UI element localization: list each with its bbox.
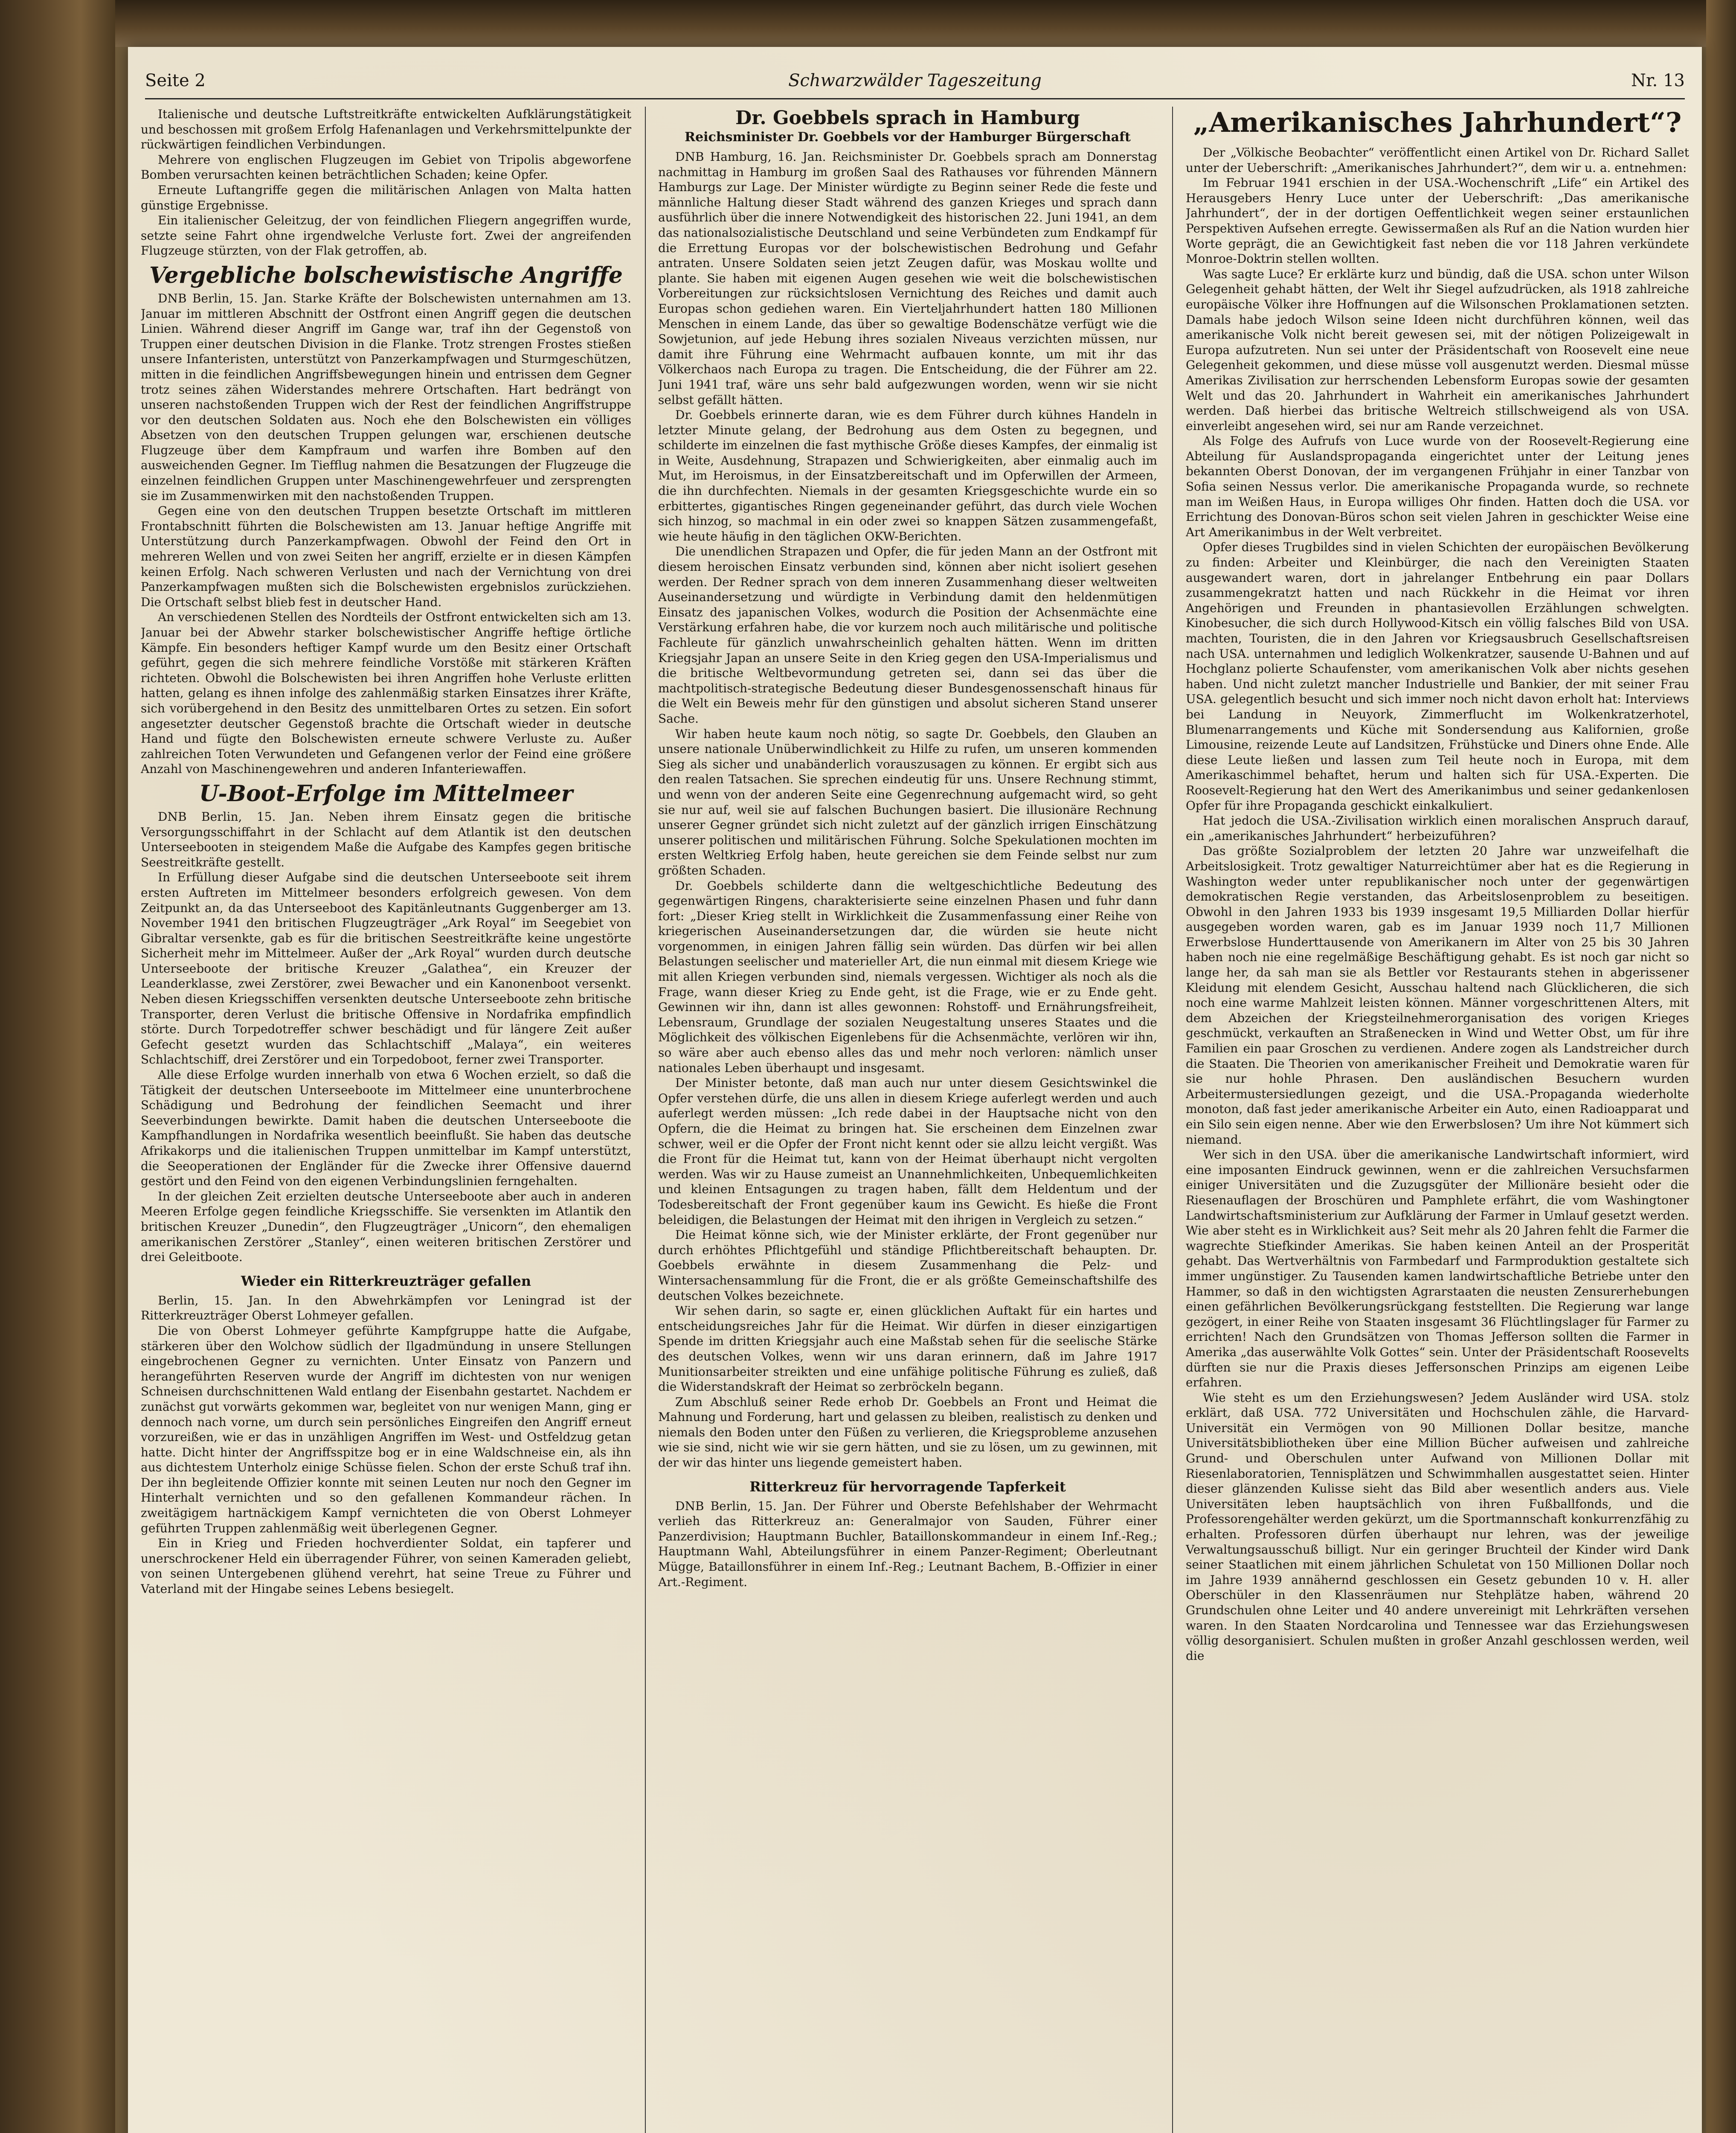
article-paragraph: DNB Berlin, 15. Jan. Neben ihrem Einsatz gegen die britische Versorgungsschiffahrt in der Schlacht auf dem Atlantik ist den deutschen Unterseebooten in steigendem Maße die Aufgabe des Kampfes gegen britische Seestreitkräfte gestellt.: [141, 809, 631, 869]
column-divider: [1172, 107, 1173, 2133]
article-paragraph: An verschiedenen Stellen des Nordteils der Ostfront entwickelten sich am 13. Januar bei der Abwehr starker bolschewistischer Angriffe heftige örtliche Kämpfe. Ein besonders heftiger Kampf wurde um den Besitz einer Ortschaft geführt, gegen die sich mehrere feindliche Vorstöße mit stärkeren Kräften richteten. Obwohl die Bolschewisten bei ihren Angriffen hohe Verluste erlitten hatten, gelang es ihnen infolge des zahlenmäßig starken Einsatzes ihrer Kräfte, sich vorübergehend in den Besitz des unmittelbaren Ortes zu setzen. Ein sofort angesetzter deutscher Gegenstoß brachte die Ortschaft wieder in deutsche Hand und fügte den Bolschewisten erneute schwere Verluste zu. Außer zahlreichen Toten Verwundeten und Gefangenen verlor der Feind eine größere Anzahl von Maschinengewehren und anderen Infanteriewaffen.: [141, 610, 631, 776]
article-paragraph: Wir sehen darin, so sagte er, einen glücklichen Auftakt für ein hartes und entscheidungsreiches Jahr für die Heimat. Wir dürfen in dieser einzigartigen Spende im dritten Kriegsjahr auch eine Maßstab sehen für die seelische Stärke des deutschen Volkes, wenn wir uns daran erinnern, daß im Jahre 1917 Munitionsarbeiter streikten und eine unfähige politische Führung es zuließ, daß die Widerstandskraft der Heimat so zerbröckeln begann.: [658, 1304, 1157, 1394]
article-paragraph: Der Minister betonte, daß man auch nur unter diesem Gesichtswinkel die Opfer verstehen dürfe, die uns allen in diesem Kriege auferlegt werden und auch auferlegt werden müssen: „Ich rede dabei in der Hauptsache nicht von den Opfern, die die Heimat zu bringen hat. Sie erscheinen dem Einzelnen zwar schwer, weil er die Opfer der Front nicht kennt oder sie allzu leicht vergißt. Was die Front für die Heimat tut, kann von der Heimat überhaupt nicht vergolten werden. Was wir zu Hause zumeist an Unannehmlichkeiten, Unbequemlichkeiten und kleinen Entsagungen zu tragen haben, fällt dem Heldentum und der Todesbereitschaft der Front gegenüber kaum ins Gewicht. Es hieße die Front beleidigen, die Belastungen der Heimat mit den ihrigen in Vergleich zu setzen.“: [658, 1076, 1157, 1227]
article-paragraph: Dr. Goebbels schilderte dann die weltgeschichtliche Bedeutung des gegenwärtigen Ringens, charakterisierte seine einzelnen Phasen und fuhr dann fort: „Dieser Krieg stellt in Wirklichkeit die Zusammenfassung einer Reihe von kriegerischen Auseinandersetzungen dar, die würden sie heute nicht vorgenommen, in einigen Jahren fällig sein würden. Das dürfen wir bei allen Belastungen seelischer und materieller Art, die nun einmal mit diesem Kriege wie mit allen Kriegen verbunden sind, niemals vergessen. Wichtiger als noch als die Frage, wann dieser Krieg zu Ende geht, ist die Frage, wie er zu Ende geht. Gewinnen wir ihn, dann ist alles gewonnen: Rohstoff- und Ernährungsfreiheit, Lebensraum, Grundlage der sozialen Neugestaltung unseres Staates und die Möglichkeit des völkischen Eigenlebens für die Achsenmächte, verlören wir ihn, so wäre aber auch ebenso alles das und mehr noch verloren: nämlich unser nationales Leben überhaupt und insgesamt.: [658, 878, 1157, 1075]
article-paragraph: Alle diese Erfolge wurden innerhalb von etwa 6 Wochen erzielt, so daß die Tätigkeit der deutschen Unterseeboote im Mittelmeer eine ununterbrochene Schädigung und Bedrohung der feindlichen Seemacht und ihrer Seeverbindungen bewirkte. Damit haben die deutschen Unterseeboote die Kampfhandlungen in Nordafrika wesentlich beeinflußt. Sie haben das deutsche Afrikakorps und die italienischen Truppen unmittelbar im Kampf unterstützt, die Seeoperationen der Engländer für die Zwecke ihrer Offensive dauernd gestört und den Feind von den eigenen Verbindungslinien ferngehalten.: [141, 1068, 631, 1189]
masthead: [145, 55, 1685, 99]
headline-u-boot-erfolge: U-Boot-Erfolge im Mittelmeer: [199, 780, 573, 807]
article-paragraph: DNB Berlin, 15. Jan. Der Führer und Oberste Befehlshaber der Wehrmacht verlieh das Ritterkreuz an: Generalmajor von Sauden, Führer einer Panzerdivision; Hauptmann Buchler, Bataillonskommandeur in einem Inf.-Reg.; Hauptmann Wahl, Abteilungsführer in einem Panzer-Regiment; Oberleutnant Mügge, Bataillonsführer in einem Inf.-Reg.; Leutnant Bachem, B.-Offizier in einer Art.-Regiment.: [658, 1499, 1157, 1589]
binding-right: [1706, 0, 1736, 2133]
article-paragraph: Mehrere von englischen Flugzeugen im Gebiet von Tripolis abgeworfene Bomben verursachten keinen beträchtlichen Schaden; keine Opfer.: [141, 152, 631, 182]
article-paragraph: Berlin, 15. Jan. In den Abwehrkämpfen vor Leningrad ist der Ritterkreuzträger Oberst Lohmeyer gefallen.: [141, 1293, 631, 1323]
page-number: Seite 2: [145, 71, 206, 90]
article-paragraph: Die von Oberst Lohmeyer geführte Kampfgruppe hatte die Aufgabe, stärkeren über den Wolchow südlich der Ilgadmündung in unsere Stellungen eingebrochenen Gegner zu vernichten. Unter Einsatz von Panzern und herangeführten Reserven wurde der Angriff im dichtesten von nur wenigen Schneisen durchschnittenen Wald entlang der Eisenbahn gestartet. Nachdem er zunächst gut vorwärts gekommen war, begleitet von nur wenigen Mann, ging er dennoch nach vorne, um durch sein persönliches Eingreifen den Angriff erneut vorzureißen, wie er das in unzähligen Angriffen im West- und Ostfeldzug getan hatte. Dicht hinter der Angriffsspitze bog er in eine Waldschneise ein, als ihn aus dichtestem Unterholz einige Schüsse fielen. Schon der erste Schuß traf ihn. Der ihn begleitende Offizier konnte mit seinen Leuten nur noch den Gegner im Hinterhalt vernichten und so den gefallenen Kommandeur rächen. In zweitägigem hartnäckigem Kampf vernichteten die von Oberst Lohmeyer geführten Truppen zahlenmäßig weit überlegenen Gegner.: [141, 1323, 631, 1535]
article-paragraph: Was sagte Luce? Er erklärte kurz und bündig, daß die USA. schon unter Wilson Gelegenheit gehabt hätten, der Welt ihr Siegel aufzudrücken, als 1918 zahlreiche europäische Völker ihre Hoffnungen auf die Wilsonschen Proklamationen setzten. Damals habe jedoch Wilson seine Ideen nicht durchführen können, weil das amerikanische Volk nicht bereit gewesen sei, mit der nötigen Polizeigewalt in Europa aufzutreten. Nun sei unter der Präsidentschaft von Roosevelt eine neue Gelegenheit gekommen, und diese müsse voll ausgenutzt werden. Diesmal müsse Amerikas Zivilisation zur herrschenden Lebensform Europas sowie der gesamten Welt und das 20. Jahrhundert in Wahrheit ein amerikanisches Jahrhundert werden. Daß hierbei das britische Weltreich stillschweigend als von USA. einverleibt angesehen wird, sei nur am Rande verzeichnet.: [1186, 267, 1689, 433]
article-paragraph: Erneute Luftangriffe gegen die militärischen Anlagen von Malta hatten günstige Ergebnisse.: [141, 183, 631, 212]
article-paragraph: Gegen eine von den deutschen Truppen besetzte Ortschaft im mittleren Frontabschnitt führten die Bolschewisten am 13. Januar heftige Angriffe mit Unterstützung durch Panzerkampfwagen. Obwohl der Feind den Ort in mehreren Wellen und von zwei Seiten her angriff, erzielte er in diesen Kämpfen keinen Erfolg. Nach schweren Verlusten und nach der Vernichtung von drei Panzerkampfwagen mußten sich die Bolschewisten ergebnislos zurückziehen. Die Ortschaft selbst blieb fest in deutscher Hand.: [141, 504, 631, 609]
article-paragraph: Die unendlichen Strapazen und Opfer, die für jeden Mann an der Ostfront mit diesem heroischen Einsatz verbunden sind, können aber nicht isoliert gesehen werden. Der Redner sprach von dem inneren Zusammenhang dieser weltweiten Auseinandersetzung und würdigte in Verbindung damit den heldenmütigen Einsatz des japanischen Volkes, wodurch die Position der Achsenmächte eine Verstärkung erfahren habe, die vor kurzem noch auch militärische und politische Fachleute für gänzlich unwahrscheinlich gehalten hätten. Wenn im dritten Kriegsjahr Japan an unsere Seite in den Krieg gegen den USA-Imperialismus und die britische Weltbevormundung getreten sei, dann sei das über die machtpolitisch-strategische Bedeutung dieser Bundesgenossenschaft hinaus für die Welt ein Beweis mehr für den günstigen und absolut sicheren Stand unserer Sache.: [658, 544, 1157, 726]
newspaper-page: [128, 47, 1702, 2133]
column-middle: [658, 107, 1157, 2133]
issue-number: Nr. 13: [1631, 71, 1685, 90]
article-paragraph: Italienische und deutsche Luftstreitkräfte entwickelten Aufklärungstätigkeit und beschossen mit großem Erfolg Hafenanlagen und Verkehrsmittelpunkte der rückwärtigen feindlichen Verbindungen.: [141, 107, 631, 152]
headline-goebbels-hamburg: Dr. Goebbels sprach in Hamburg: [735, 107, 1080, 129]
column-divider: [645, 107, 646, 2133]
article-paragraph: Dr. Goebbels erinnerte daran, wie es dem Führer durch kühnes Handeln in letzter Minute gelang, der Bedrohung aus dem Osten zu begegnen, und schilderte im einzelnen die fast mythische Größe dieses Kampfes, der einmalig ist in Weite, Ausdehnung, Strapazen und Schwierigkeiten, aber einmalig auch im Mut, im Heroismus, in der Einsatzbereitschaft und im Opferwillen der Armeen, die ihn durchfechten. Niemals in der gesamten Kriegsgeschichte wurde ein so erbittertes, gigantisches Ringen gegeneinander geführt, das durch viele Wochen sich hinzog, so machmal in ein oder zwei so knappen Sätzen zusammengefaßt, wie heute häufig in den täglichen OKW-Berichten.: [658, 408, 1157, 543]
article-paragraph: In der gleichen Zeit erzielten deutsche Unterseeboote aber auch in anderen Meeren Erfolge gegen feindliche Kriegsschiffe. Sie versenkten im Atlantik den britischen Kreuzer „Dunedin“, den Flugzeugträger „Unicorn“, den ehemaligen amerikanischen Zerstörer „Stanley“, einen weiteren britischen Zerstörer und drei Geleitboote.: [141, 1189, 631, 1264]
article-paragraph: Im Februar 1941 erschien in der USA.-Wochenschrift „Life“ ein Artikel des Herausgebers Henry Luce unter der Ueberschrift: „Das amerikanische Jahrhundert“, der in der dortigen Oeffentlichkeit wegen seiner erstaunlichen Perspektiven Aufsehen erregte. Gewissermaßen als Ruf an die Nation wurden hier Worte geprägt, die an Gewichtigkeit fast neben die vor 118 Jahren verkündete Monroe-Doktrin stellen wollten.: [1186, 176, 1689, 266]
column-right: [1186, 107, 1689, 2133]
headline-ritterkreuztraeger-gefallen: Wieder ein Ritterkreuzträger gefallen: [241, 1273, 531, 1289]
article-paragraph: Hat jedoch die USA.-Zivilisation wirklich einen moralischen Anspruch darauf, ein „amerikanisches Jahrhundert“ herbeizuführen?: [1186, 814, 1689, 843]
article-paragraph: DNB Berlin, 15. Jan. Starke Kräfte der Bolschewisten unternahmen am 13. Januar im mittleren Abschnitt der Ostfront einen Angriff gegen die deutschen Linien. Während dieser Angriff im Gange war, traf ihn der Gegenstoß von Truppen einer deutschen Division in die Flanke. Trotz strengen Frostes stießen unsere Infanteristen, unterstützt von Panzerkampfwagen und Sturmgeschützen, mitten in die feindlichen Angriffsbewegungen hinein und entrissen dem Gegner trotz seines zähen Widerstandes mehrere Ortschaften. Hart bedrängt von unseren nachstoßenden Truppen wich der Rest der feindlichen Angriffstruppe vor den deutschen Soldaten aus. Noch ehe den Bolschewisten ein völliges Absetzen von den deutschen Truppen gelungen war, erschienen deutsche Flugzeuge über dem Kampfraum und warfen ihre Bomben auf den ausweichenden Gegner. Im Tiefflug nahmen die Besatzungen der Flugzeuge die einzelnen feindlichen Gruppen unter Maschinengewehrfeuer und zersprengten sie im Zusammenwirken mit den nachstoßenden Truppen.: [141, 291, 631, 503]
article-paragraph: Wir haben heute kaum noch nötig, so sagte Dr. Goebbels, den Glauben an unsere nationale Unüberwindlichkeit zu Hilfe zu rufen, um unseren kommenden Sieg als sicher und unabänderlich vorauszusagen zu können. Er ergibt sich aus den realen Tatsachen. Sie sprechen eindeutig für uns. Unsere Rechnung stimmt, und wenn von der anderen Seite eine Gegenrechnung aufgemacht wird, so geht sie nur auf, weil sie auf falschen Buchungen basiert. Die illusionäre Rechnung unserer Gegner gründet sich nicht zuletzt auf der gänzlich irrigen Einschätzung unserer politischen und militärischen Führung. Solche Spekulationen mochten im ersten Weltkrieg Erfolg haben, heute gereichen sie dem Feinde selbst nur zum größten Schaden.: [658, 726, 1157, 878]
article-paragraph: Opfer dieses Trugbildes sind in vielen Schichten der europäischen Bevölkerung zu finden: Arbeiter und Kleinbürger, die nach den Vereinigten Staaten ausgewandert waren, dort in jahrelanger Entbehrung ein paar Dollars zusammengekratzt hatten und nach Rückkehr in die Heimat vor ihren Angehörigen und Freunden in phantasievollen Erzählungen schwelgten. Kinobesucher, die sich durch Hollywood-Kitsch ein völlig falsches Bild von USA. machten, Touristen, die in den Jahren vor Kriegsausbruch Gesellschaftsreisen nach USA. unternahmen und lediglich Wolkenkratzer, sausende U-Bahnen und auf Hochglanz polierte Schaufenster, vom amerikanischen Volk aber nichts gesehen haben. Und nicht zuletzt mancher Industrielle und Bankier, der mit seiner Frau USA. gelegentlich besucht und sich immer noch nicht davon erholt hat: Interviews bei Landung in Neuyork, Zimmerflucht im Wolkenkratzerhotel, Blumenarrangements und Küche mit Sondersendung aus Kalifornien, große Limousine, reizende Leute auf Landsitzen, Frühstücke und Diners ohne Ende. Alle diese Leute ließen und lassen zum Teil heute noch in Europa, mit dem Amerikaschimmel behaftet, herum und halten sich für USA.-Experten. Die Roosevelt-Regierung hat den Wert des Amerikanimbus und seiner gedankenlosen Opfer für ihre Propaganda geschickt einkalkuliert.: [1186, 540, 1689, 813]
headline-bolschewistische-angriffe: Vergebliche bolschewistische Angriffe: [149, 262, 623, 288]
article-paragraph: Wer sich in den USA. über die amerikanische Landwirtschaft informiert, wird eine imposanten Eindruck gewinnen, wenn er die zahlreichen Versuchsfarmen einiger Universitäten und die Zuzugsgüter der Millionäre besieht oder die Riesenauflagen der Broschüren und Pamphlete erfährt, die vom Washingtoner Landwirtschaftsministerium zur Aufklärung der Farmer in Umlauf gesetzt werden. Wie aber steht es in Wirklichkeit aus? Seit mehr als 20 Jahren fehlt die Farmer die wagrechte Stiefkinder Amerikas. Sie haben keinen Anteil an der Prosperität gehabt. Das Wertverhältnis von Farmbedarf und Farmproduktion gestaltete sich immer ungünstiger. Zu Tausenden kamen landwirtschaftliche Betriebe unter den Hammer, so daß in den wichtigsten Agrarstaaten die neusten Zensurerhebungen einen gefährlichen Bevölkerungsrückgang feststellten. Die Regierung war lange gezögert, in einer Reihe von Staaten insgesamt 36 Flüchtlingslager für Farmer zu errichten! Nach den Grundsätzen von Thomas Jefferson sollten die Farmer in Amerika „das auserwählte Volk Gottes“ sein. Unter der Präsidentschaft Roosevelts dürften sie nur die Praxis dieses Jeffersonschen Prinzips am eigenen Leibe erfahren.: [1186, 1148, 1689, 1390]
article-paragraph: In Erfüllung dieser Aufgabe sind die deutschen Unterseeboote seit ihrem ersten Auftreten im Mittelmeer besonders erfolgreich gewesen. Von dem Zeitpunkt an, da das Unterseeboot des Kapitänleutnants Guggenberger am 13. November 1941 den britischen Flugzeugträger „Ark Royal“ im Seegebiet von Gibraltar versenkte, gab es für die britischen Seestreitkräfte keine ungestörte Sicherheit mehr im Mittelmeer. Außer der „Ark Royal“ wurden durch deutsche Unterseeboote der britische Kreuzer „Galathea“, ein Kreuzer der Leanderklasse, zwei Zerstörer, zwei Bewacher und ein Kanonenboot versenkt. Neben diesen Kriegsschiffen versenkten deutsche Unterseeboote zehn britische Transporter, deren Verlust die britische Offensive in Nordafrika empfindlich störte. Durch Torpedotreffer schwer beschädigt und für längere Zeit außer Gefecht gesetzt wurden das Schlachtschiff „Malaya“, ein weiteres Schlachtschiff, drei Zerstörer und ein Torpedoboot, ferner zwei Transporter.: [141, 870, 631, 1067]
newspaper-name: Schwarzwälder Tageszeitung: [788, 71, 1042, 90]
article-paragraph: Als Folge des Aufrufs von Luce wurde von der Roosevelt-Regierung eine Abteilung für Auslandspropaganda eingerichtet unter der Leitung jenes bekannten Oberst Donovan, der im vergangenen Frühjahr in einer Tanzbar von Sofia seinen Nessus verlor. Die amerikanische Propaganda wurde, so rechnete man im Weißen Haus, in Europa williges Ohr finden. Hatten doch die USA. vor Errichtung des Donovan-Büros schon seit vielen Jahren in geschickter Weise eine Art Amerikanimbus in der Welt verbreitet.: [1186, 434, 1689, 539]
article-paragraph: Der „Völkische Beobachter“ veröffentlicht einen Artikel von Dr. Richard Sallet unter der Ueberschrift: „Amerikanisches Jahrhundert?“, dem wir u. a. entnehmen:: [1186, 145, 1689, 175]
article-paragraph: DNB Hamburg, 16. Jan. Reichsminister Dr. Goebbels sprach am Donnerstag nachmittag in Hamburg im großen Saal des Rathauses vor führenden Männern Hamburgs zur Lage. Der Minister würdigte zu Beginn seiner Rede die feste und männliche Haltung dieser Stadt während des ganzen Krieges und sprach dann ausführlich über die innere Notwendigkeit des historischen 22. Juni 1941, an dem das nationalsozialistische Deutschland und seine Verbündeten zum Endkampf für die Errettung Europas vor der bolschewistischen Bedrohung und Gefahr antraten. Unsere Soldaten seien jetzt Zeugen dafür, was Moskau wollte und plante. Sie haben mit eigenen Augen gesehen wie weit die bolschewistischen Vorbereitungen zur rücksichtslosen Vernichtung des Reiches und damit auch Europas schon gediehen waren. Ein Vierteljahrhundert hatten 180 Millionen Menschen in einem Lande, das über so gewaltige Bodenschätze verfügt wie die Sowjetunion, auf jede Hebung ihres sozialen Niveaus verzichten müssen, nur damit ihre Führung eine Wehrmacht aufbauen konnte, um mit ihr das Völkerchaos nach Europa zu tragen. Die Entscheidung, die der Führer am 22. Juni 1941 traf, wäre uns sehr bald aufgezwungen worden, wenn wir sie nicht selbst gefällt hätten.: [658, 150, 1157, 407]
headline-ritterkreuz-tapferkeit: Ritterkreuz für hervorragende Tapferkeit: [749, 1478, 1066, 1495]
column-left: [141, 107, 631, 2133]
headline-amerikanisches-jahrhundert: „Amerikanisches Jahrhundert“?: [1193, 107, 1682, 139]
article-paragraph: Zum Abschluß seiner Rede erhob Dr. Goebbels an Front und Heimat die Mahnung und Forderung, hart und gelassen zu bleiben, realistisch zu denken und niemals den Boden unter den Füßen zu verlieren, die Kriegsprobleme anzusehen wie sie sind, nicht wie wir sie gern hätten, und sie zu lösen, um zu gewinnen, mit der wir das hinter uns liegende gemeistert haben.: [658, 1395, 1157, 1470]
subheadline-goebbels: Reichsminister Dr. Goebbels vor der Hamburger Bürgerschaft: [685, 130, 1131, 145]
binding-left: [0, 0, 115, 2133]
article-paragraph: Das größte Sozialproblem der letzten 20 Jahre war unzweifelhaft die Arbeitslosigkeit. Trotz gewaltiger Naturreichtümer aber hat es die Regierung in Washington weder unter republikanischer noch unter der gegenwärtigen demokratischen Regie verstanden, das Arbeitslosenproblem zu beseitigen. Obwohl in den Jahren 1933 bis 1939 insgesamt 19,5 Milliarden Dollar hierfür ausgegeben worden waren, gab es im Januar 1939 noch 11,7 Millionen Erwerbslose Hunderttausende von Amerikanern im Alter von 25 bis 30 Jahren haben noch nie eine regelmäßige Beschäftigung gehabt. Es ist noch gar nicht so lange her, da sah man sie als Bettler vor Restaurants stehen in abgerissener Kleidung mit elendem Gesicht, Ausschau haltend nach Glücklicheren, die sich noch eine warme Mahlzeit leisten können. Männer vorgeschrittenen Alters, mit dem Abzeichen der Kriegsteilnehmerorganisation des vorigen Krieges geschmückt, verkauften an Straßenecken in Wind und Wetter Obst, um für ihre Familien ein paar Groschen zu verdienen. Andere zogen als Landstreicher durch die Staaten. Die Theorien von amerikanischer Freiheit und Demokratie waren für sie nur hohle Phrasen. Den ausländischen Besuchern wurden Arbeitermustersiedlungen gezeigt, und die USA.-Propaganda wiederholte monoton, daß fast jeder amerikanische Arbeiter ein Auto, einen Radioapparat und ein Silo sein eigen nenne. Aber wie den Erwerbslosen? Um ihre Not kümmert sich niemand.: [1186, 844, 1689, 1147]
article-paragraph: Ein in Krieg und Frieden hochverdienter Soldat, ein tapferer und unerschrockener Held ein überragender Führer, von seinen Kameraden geliebt, von seinen Untergebenen glühend verehrt, hat seine Treue zu Führer und Vaterland mit der Hingabe seines Lebens besiegelt.: [141, 1536, 631, 1596]
article-paragraph: Ein italienischer Geleitzug, der von feindlichen Fliegern angegriffen wurde, setzte seine Fahrt ohne irgendwelche Verluste fort. Zwei der angreifenden Flugzeuge stürzten, von der Flak getroffen, ab.: [141, 213, 631, 258]
article-paragraph: Die Heimat könne sich, wie der Minister erklärte, der Front gegenüber nur durch erhöhtes Pflichtgefühl und ständige Pflichtbereitschaft behaupten. Dr. Goebbels erwähnte in diesem Zusammenhang die Pelz- und Wintersachensammlung für die Front, die er als größte Gemeinschaftshilfe des deutschen Volkes bezeichnete.: [658, 1228, 1157, 1303]
binding-top: [0, 0, 1736, 47]
article-paragraph: Wie steht es um den Erziehungswesen? Jedem Ausländer wird USA. stolz erklärt, daß USA. 772 Universitäten und Hochschulen zähle, die Harvard-Universität ein Vermögen von 90 Millionen Dollar besitze, manche Universitätsbibliotheken über eine Million Bücher aufweisen und zahlreiche Grund- und Oberschulen unter Aufwand von Millionen Dollar mit Riesenlaboratorien, Tennisplätzen und Schwimmhallen ausgestattet seien. Hinter dieser glänzenden Kulisse sieht das Bild aber wesentlich anders aus. Viele Universitäten leben hauptsächlich von ihren Fußballfonds, und die Professorengehälter werden gekürzt, um die Sportmannschaft konkurrenzfähig zu erhalten. Professoren dürfen überhaupt nur lehren, was der jeweilige Verwaltungsausschuß billigt. Nur ein geringer Bruchteil der Kinder wird Dank seiner Staatlichen mit einem jährlichen Schuletat von 150 Millionen Dollar noch im Jahre 1939 annähernd geschlossen ein Gesetz gebunden 10 v. H. aller Oberschüler in den Klassenräumen nur Stehplätze haben, während 20 Grundschulen ohne Leiter und 40 andere unvereinigt mit Lehrkräften versehen waren. In den Staaten Nordcarolina und Tennessee war das Erziehungswesen völlig desorganisiert. Schulen mußten in großer Anzahl geschlossen werden, weil die: [1186, 1390, 1689, 1663]
